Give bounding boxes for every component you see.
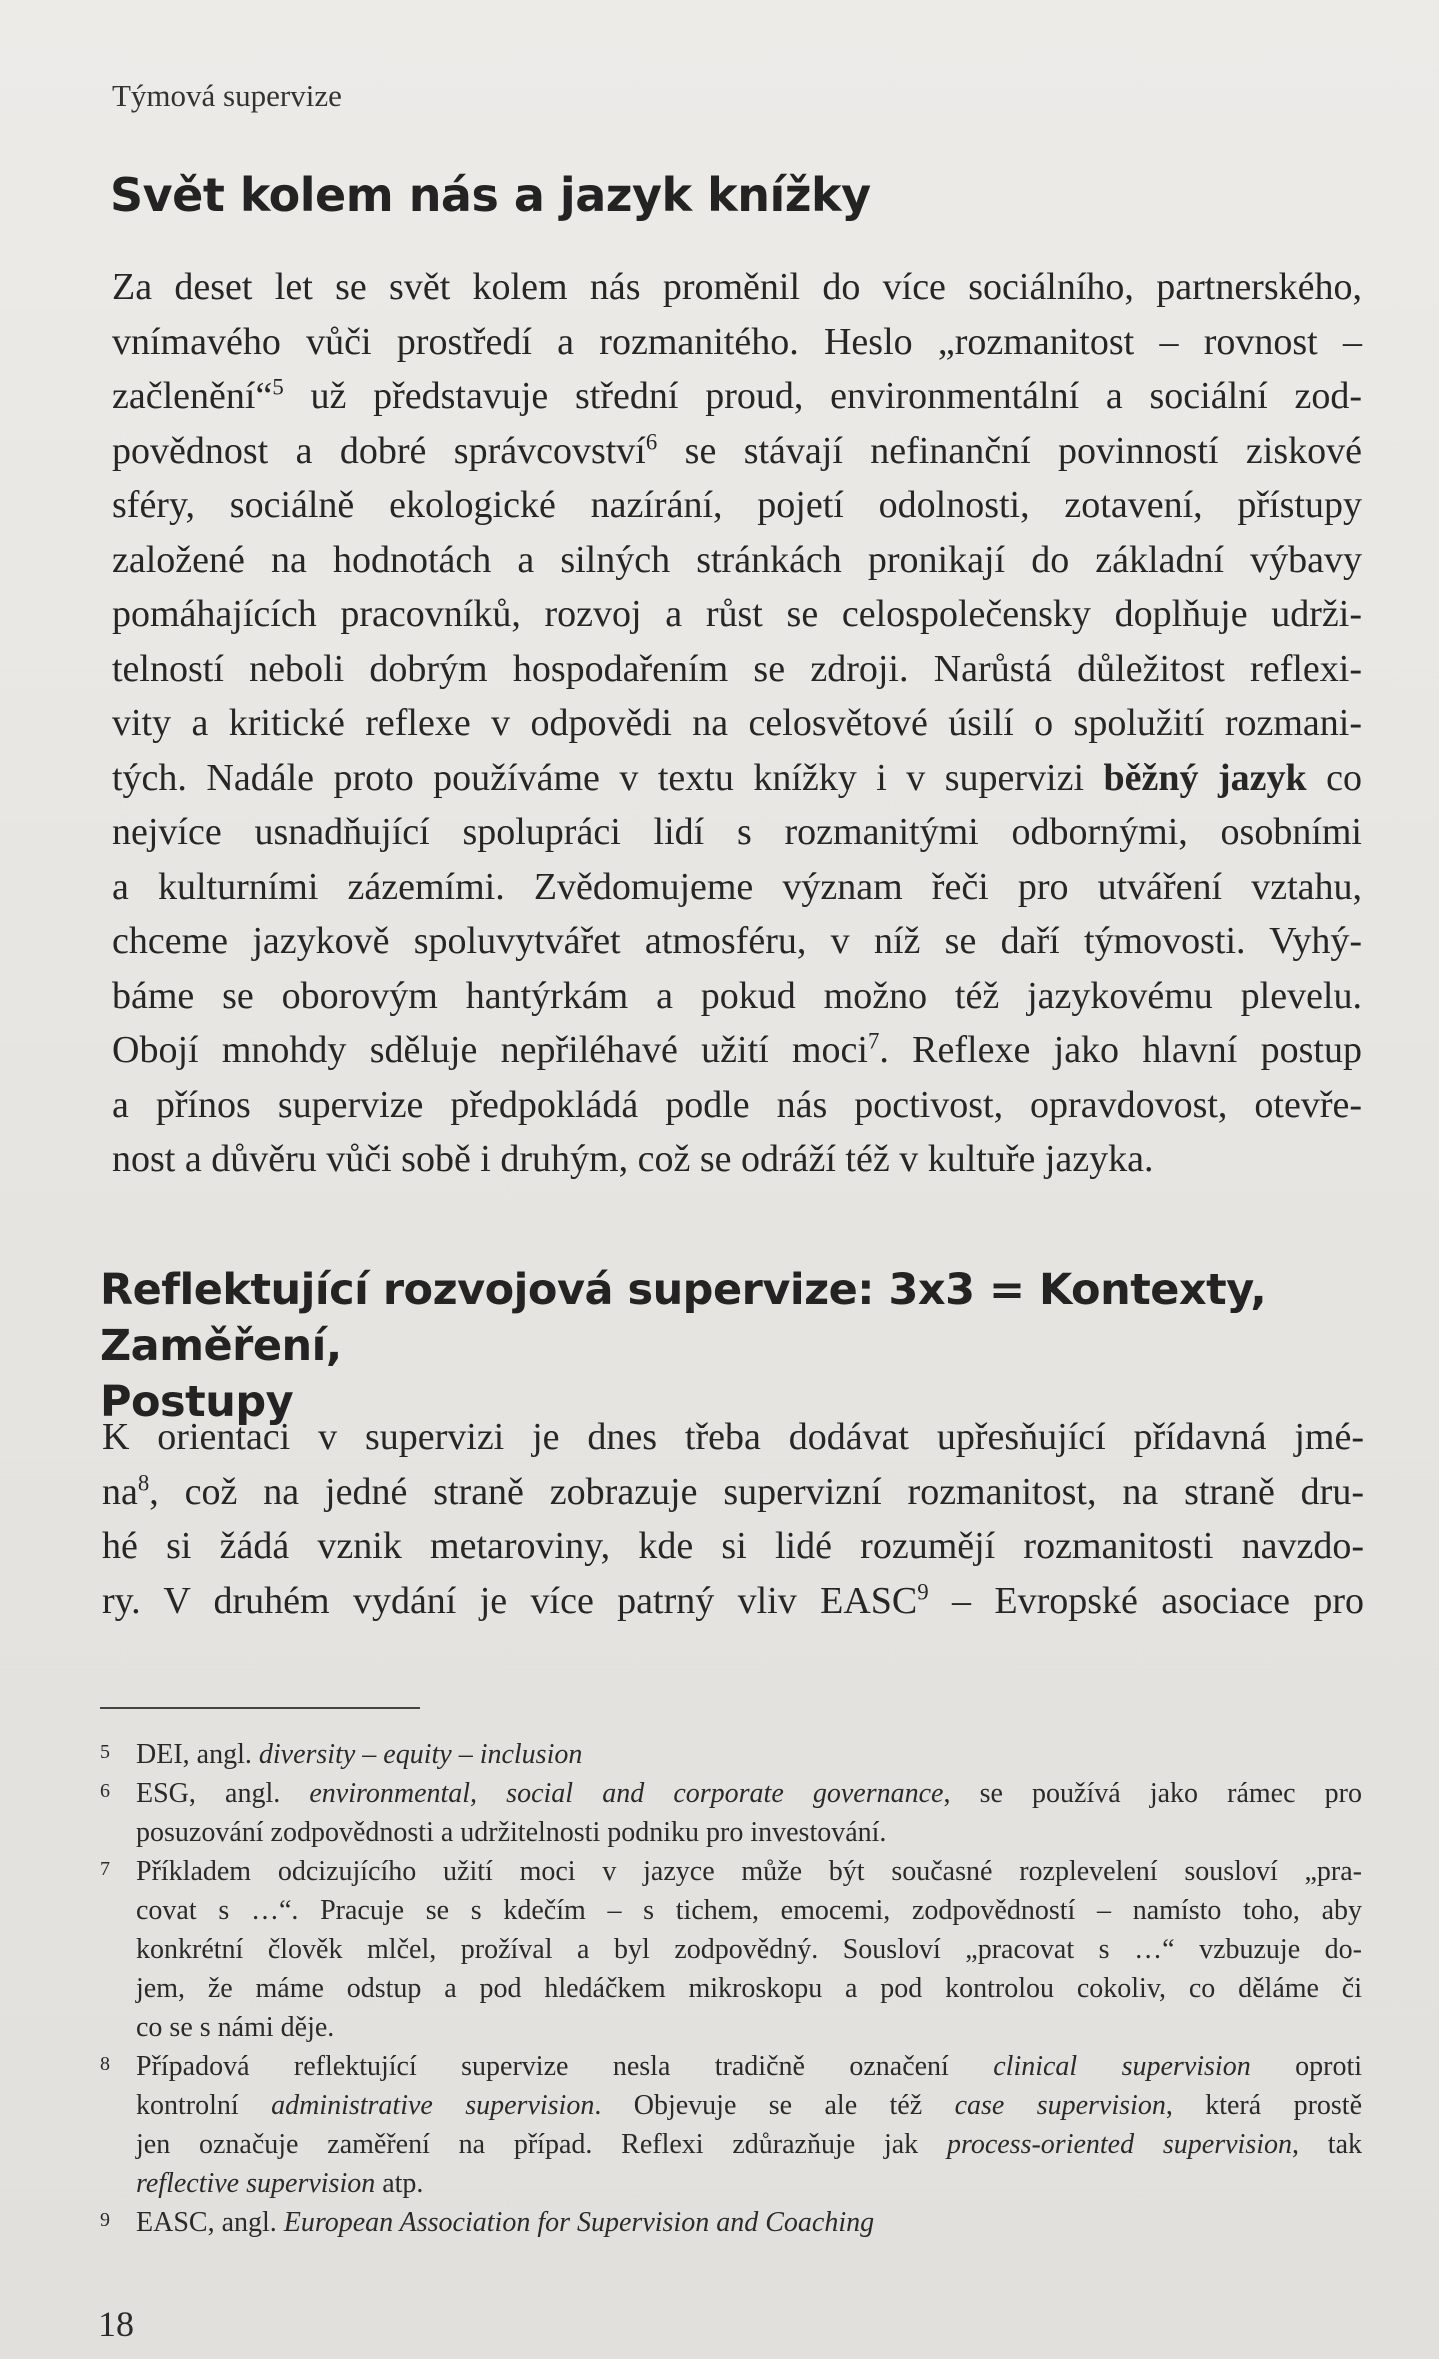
text-line: Obojí mnohdy sděluje nepřiléhavé užití moci$^7$. Reflexe jako hlavní postup: [112, 1028, 1362, 1071]
text-line: nejvíce usnadňující spolupráci lidí s rozmanitými odbornými, osobními: [112, 811, 1362, 853]
footnote-5: 5 DEI, angl. diversity – equity – inclusion: [100, 1735, 1362, 1774]
page-number: 18: [98, 2304, 134, 2344]
footnote-ref-6[interactable]: 6: [645, 428, 658, 454]
text-line: nost a důvěru vůči sobě i druhým, což se odráží též v kultuře jazyka.: [112, 1138, 1154, 1180]
footnotes: [100, 1735, 1362, 2242]
text-line: vity a kritické reflexe v odpovědi na celosvětové úsilí o spolužití rozmani-: [112, 702, 1362, 744]
footnote-number: 8: [100, 2053, 110, 2075]
section-heading-1: Svět kolem nás a jazyk knížky: [110, 168, 871, 222]
footnote-6: 6 ESG, angl. environmental, social and corporate governance, se používá jako rámec pro posuzování zodpovědnosti a udržitelnosti podniku pro investování.: [100, 1774, 1362, 1852]
heading-line: Reflektující rozvojová supervize: 3x3 = Kontexty, Zaměření,: [100, 1265, 1267, 1371]
footnote-ref-9[interactable]: 9: [917, 1578, 929, 1604]
text-line: pomáhajících pracovníků, rozvoj a růst se celospolečensky doplňuje udrži-: [112, 593, 1362, 635]
text-line: začlenění“$^5$ už představuje střední proud, environmentální a sociální zod-: [112, 374, 1362, 417]
footnote-ref-7[interactable]: 7: [867, 1028, 880, 1054]
paragraph-2: [102, 1410, 1364, 1628]
footnote-ref-5[interactable]: 5: [272, 374, 284, 400]
footnote-9: 9 EASC, angl. European Association for Supervision and Coaching: [100, 2203, 1362, 2242]
footnote-8: 8 Případová reflektující supervize nesla tradičně označení clinical supervision oproti kontrolní administrative supervision. Objevuje se ale též case supervision, která prostě jen označuje zaměření na případ. Reflexi zdůrazňuje jak process-oriented supervision, tak reflective supervision atp.: [100, 2047, 1362, 2203]
text-line: sféry, sociálně ekologické nazírání, pojetí odolnosti, zotavení, přístupy: [112, 484, 1362, 526]
text-line: vnímavého vůči prostředí a rozmanitého. Heslo „rozmanitost – rovnost –: [112, 320, 1362, 363]
footnote-number: 7: [100, 1858, 110, 1880]
text-line: chceme jazykově spoluvytvářet atmosféru, v níž se daří týmovosti. Vyhý-: [112, 920, 1362, 962]
heading-line: Postupy: [100, 1377, 294, 1427]
footnote-number: 9: [100, 2209, 110, 2231]
bold-term: běžný jazyk: [1103, 756, 1307, 799]
text-line: ry. V druhém vydání je více patrný vliv EASC$^9$ – Evropské asociace pro: [102, 1578, 1364, 1622]
footnote-number: 5: [100, 1741, 110, 1763]
text-line: K orientaci v supervizi je dnes třeba dodávat upřesňující přídavná jmé-: [102, 1416, 1364, 1458]
text-line: tých. Nadále proto používáme v textu knížky i v supervizi běžný jazyk co: [112, 756, 1363, 799]
text-line: hé si žádá vznik metaroviny, kde si lidé rozumějí rozmanitosti navzdo-: [102, 1525, 1364, 1567]
footnote-ref-8[interactable]: 8: [137, 1469, 150, 1495]
text-line: $na^8$, což na jedné straně zobrazuje supervizní rozmanitost, na straně dru-: [102, 1469, 1364, 1513]
running-head: Týmová supervize: [112, 78, 342, 113]
text-line: a přínos supervize předpokládá podle nás poctivost, opravdovost, otevře-: [112, 1083, 1362, 1126]
text-line: Za deset let se svět kolem nás proměnil do více sociálního, partnerského,: [112, 266, 1362, 308]
footnote-number: 6: [100, 1780, 110, 1802]
text-line: povědnost a dobré správcovství$^6$ se stávají nefinanční povinností ziskové: [112, 428, 1362, 472]
paragraph-1: [112, 260, 1362, 1187]
footnote-divider: [100, 1707, 420, 1709]
footnote-7: 7 Příkladem odcizujícího užití moci v jazyce může být současné rozplevelení sousloví „pra- covat s …“. Pracuje se s kdečím – s tichem, emocemi, zodpovědností – namísto toho, aby konkrétní člověk mlčel, prožíval a byl zodpovědný. Sousloví „pracovat s …“ vzbuzuje do- jem, že máme odstup a pod hledáčkem mikroskopu a pod kontrolou cokoliv, co děláme či co se s námi děje.: [100, 1852, 1362, 2047]
text-line: založené na hodnotách a silných stránkách pronikají do základní výbavy: [112, 538, 1362, 581]
section-heading-2: [100, 1262, 1380, 1430]
text-line: a kulturními zázemími. Zvědomujeme význam řeči pro utváření vztahu,: [112, 865, 1362, 908]
text-line: telností neboli dobrým hospodařením se zdroji. Narůstá důležitost reflexi-: [112, 647, 1362, 690]
text-line: báme se oborovým hantýrkám a pokud možno též jazykovému plevelu.: [112, 974, 1362, 1017]
